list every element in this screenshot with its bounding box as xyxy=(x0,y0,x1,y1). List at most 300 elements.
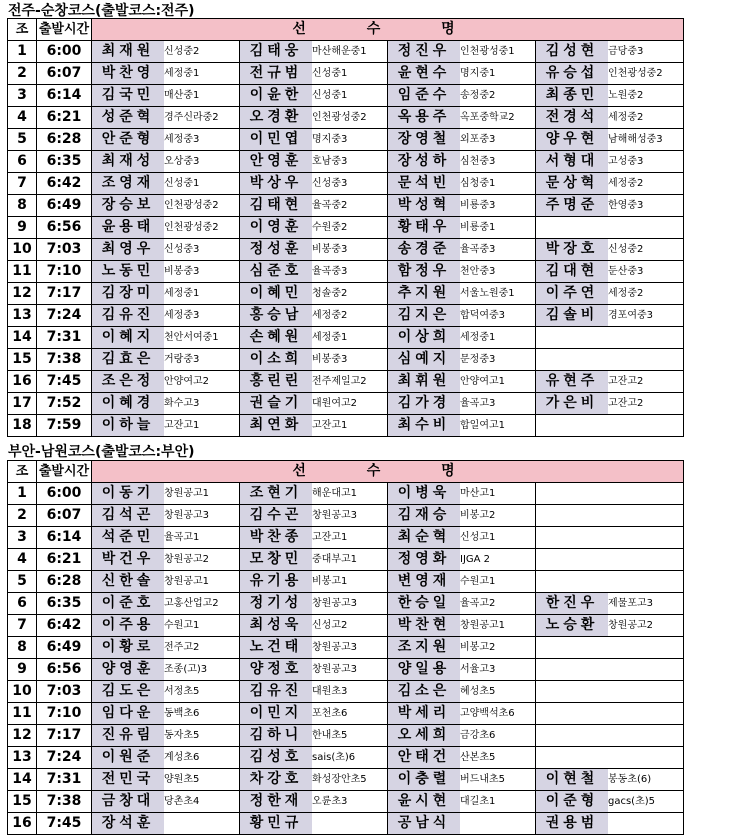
player-school: 고성중3 xyxy=(608,151,684,173)
header-names: 선 수 명 xyxy=(92,19,684,41)
table-row xyxy=(8,283,684,305)
player-name: 조현기 xyxy=(240,483,313,505)
player-school: 동자초5 xyxy=(164,725,240,747)
player-name: 양정호 xyxy=(240,659,313,681)
player-school: IJGA 2 xyxy=(460,549,536,571)
player-name: 정성훈 xyxy=(240,239,313,261)
player-name: 이혜경 xyxy=(92,393,165,415)
player-name: 조지원 xyxy=(388,637,461,659)
player-name: 최연화 xyxy=(240,415,313,437)
player-name: 최수비 xyxy=(388,415,461,437)
player-name: 이하늘 xyxy=(92,415,165,437)
group-number: 2 xyxy=(8,505,37,527)
player-name: 양일용 xyxy=(388,659,461,681)
group-number: 13 xyxy=(8,747,37,769)
player-school: 세정중1 xyxy=(164,283,240,305)
group-number: 10 xyxy=(8,239,37,261)
player-name: 한진우 xyxy=(536,593,609,615)
player-school: 고잔고1 xyxy=(312,415,388,437)
group-number: 4 xyxy=(8,549,37,571)
player-name: 김태웅 xyxy=(240,41,313,63)
player-name: 이영훈 xyxy=(240,217,313,239)
header-time: 출발시간 xyxy=(37,461,92,483)
player-school: 송정중2 xyxy=(460,85,536,107)
player-name: 손혜원 xyxy=(240,327,313,349)
player-name xyxy=(536,725,609,747)
player-name: 정한재 xyxy=(240,791,313,813)
player-school: 신성고2 xyxy=(312,615,388,637)
group-number: 1 xyxy=(8,41,37,63)
header-time: 출발시간 xyxy=(37,19,92,41)
player-name: 장성하 xyxy=(388,151,461,173)
player-school: 인천광성중2 xyxy=(608,63,684,85)
player-name: 이원준 xyxy=(92,747,165,769)
player-school xyxy=(608,349,684,371)
player-name xyxy=(536,327,609,349)
table-row xyxy=(8,85,684,107)
player-name: 최종민 xyxy=(536,85,609,107)
player-school: 서율고3 xyxy=(460,659,536,681)
player-school: 율곡중2 xyxy=(312,195,388,217)
table-row xyxy=(8,349,684,371)
table-row xyxy=(8,483,684,505)
player-school: 매산중1 xyxy=(164,85,240,107)
player-school: sais(초)6 xyxy=(312,747,388,769)
player-name: 이병욱 xyxy=(388,483,461,505)
start-time: 6:42 xyxy=(37,173,92,195)
player-name: 문상혁 xyxy=(536,173,609,195)
player-school: 서울노원중1 xyxy=(460,283,536,305)
player-name: 최재성 xyxy=(92,151,165,173)
player-name: 노동민 xyxy=(92,261,165,283)
player-name: 유현주 xyxy=(536,371,609,393)
player-name: 양영훈 xyxy=(92,659,165,681)
table-row xyxy=(8,195,684,217)
player-name: 황민규 xyxy=(240,813,313,835)
player-name: 박장호 xyxy=(536,239,609,261)
group-number: 12 xyxy=(8,283,37,305)
player-name: 김하니 xyxy=(240,725,313,747)
player-school: 대길초1 xyxy=(460,791,536,813)
table-row xyxy=(8,527,684,549)
player-school: 경주신라중2 xyxy=(164,107,240,129)
player-name: 변영재 xyxy=(388,571,461,593)
player-school: 심천중3 xyxy=(460,151,536,173)
player-school xyxy=(608,415,684,437)
player-school: 오륜초3 xyxy=(312,791,388,813)
player-name: 전규범 xyxy=(240,63,313,85)
player-school: 안양여고1 xyxy=(460,371,536,393)
player-name xyxy=(536,415,609,437)
player-name: 황태우 xyxy=(388,217,461,239)
player-school: 동백초6 xyxy=(164,703,240,725)
player-school xyxy=(608,813,684,835)
player-school: 외포중3 xyxy=(460,129,536,151)
table-row xyxy=(8,63,684,85)
group-number: 5 xyxy=(8,571,37,593)
player-school: 버드내초5 xyxy=(460,769,536,791)
group-number: 8 xyxy=(8,637,37,659)
section1-table xyxy=(7,18,684,437)
group-number: 9 xyxy=(8,659,37,681)
start-time: 7:24 xyxy=(37,305,92,327)
player-name: 김성호 xyxy=(240,747,313,769)
player-school: 고잔고2 xyxy=(608,393,684,415)
player-name: 오경환 xyxy=(240,107,313,129)
player-name: 김도은 xyxy=(92,681,165,703)
player-school: 심청중1 xyxy=(460,173,536,195)
player-name xyxy=(536,659,609,681)
player-school xyxy=(608,483,684,505)
start-time: 6:14 xyxy=(37,85,92,107)
table-row xyxy=(8,813,684,835)
player-name: 가은비 xyxy=(536,393,609,415)
player-school: 창원공고2 xyxy=(608,615,684,637)
player-name: 박성혁 xyxy=(388,195,461,217)
group-number: 8 xyxy=(8,195,37,217)
group-number: 2 xyxy=(8,63,37,85)
start-time: 7:38 xyxy=(37,791,92,813)
player-name: 유승섭 xyxy=(536,63,609,85)
player-name: 이동기 xyxy=(92,483,165,505)
player-school xyxy=(608,681,684,703)
player-name: 차강호 xyxy=(240,769,313,791)
table-row xyxy=(8,637,684,659)
player-school xyxy=(608,327,684,349)
player-school: 인천광성중2 xyxy=(164,217,240,239)
start-time: 6:21 xyxy=(37,107,92,129)
group-number: 15 xyxy=(8,791,37,813)
player-name: 임다운 xyxy=(92,703,165,725)
table-row xyxy=(8,415,684,437)
table-row xyxy=(8,239,684,261)
player-name: 이주용 xyxy=(92,615,165,637)
player-school: 창원공고2 xyxy=(164,549,240,571)
group-number: 3 xyxy=(8,85,37,107)
group-number: 1 xyxy=(8,483,37,505)
player-name: 박찬현 xyxy=(388,615,461,637)
player-school: 창원공고3 xyxy=(312,505,388,527)
player-name: 김재승 xyxy=(388,505,461,527)
player-school: 혜성초5 xyxy=(460,681,536,703)
player-name: 양우현 xyxy=(536,129,609,151)
player-school: 세정중2 xyxy=(608,107,684,129)
player-name: 김소은 xyxy=(388,681,461,703)
player-name: 이현철 xyxy=(536,769,609,791)
start-time: 6:00 xyxy=(37,41,92,63)
player-school: 포천초6 xyxy=(312,703,388,725)
player-school: 천안중3 xyxy=(460,261,536,283)
player-school: 합일여고1 xyxy=(460,415,536,437)
player-name: 심준호 xyxy=(240,261,313,283)
table-row xyxy=(8,327,684,349)
player-name: 유기용 xyxy=(240,571,313,593)
table-row xyxy=(8,615,684,637)
player-name: 공남식 xyxy=(388,813,461,835)
player-name: 김효은 xyxy=(92,349,165,371)
player-name: 윤용태 xyxy=(92,217,165,239)
group-number: 16 xyxy=(8,813,37,835)
player-school: 고잔고2 xyxy=(608,371,684,393)
player-school: 고홍산업고2 xyxy=(164,593,240,615)
table-row xyxy=(8,107,684,129)
player-school: 비봉중3 xyxy=(164,261,240,283)
start-time: 6:56 xyxy=(37,659,92,681)
player-school: 명지중3 xyxy=(312,129,388,151)
player-name: 김솔비 xyxy=(536,305,609,327)
player-name: 김가경 xyxy=(388,393,461,415)
player-name: 장석훈 xyxy=(92,813,165,835)
player-school: 창원공고1 xyxy=(164,571,240,593)
start-time: 6:35 xyxy=(37,593,92,615)
group-number: 11 xyxy=(8,261,37,283)
player-school: 호남중3 xyxy=(312,151,388,173)
player-school: 세정중2 xyxy=(608,283,684,305)
player-school: 신성중2 xyxy=(164,41,240,63)
player-school: 남해해성중3 xyxy=(608,129,684,151)
start-time: 6:14 xyxy=(37,527,92,549)
player-school xyxy=(608,505,684,527)
player-school: 대원초3 xyxy=(312,681,388,703)
player-school: 전주고2 xyxy=(164,637,240,659)
player-school: 옥포중학교2 xyxy=(460,107,536,129)
header-row xyxy=(8,19,684,41)
player-name: 김지은 xyxy=(388,305,461,327)
player-name: 윤현수 xyxy=(388,63,461,85)
group-number: 15 xyxy=(8,349,37,371)
table-row xyxy=(8,593,684,615)
player-name: 김유진 xyxy=(92,305,165,327)
start-time: 7:52 xyxy=(37,393,92,415)
player-school: 명지중1 xyxy=(460,63,536,85)
group-number: 5 xyxy=(8,129,37,151)
player-name: 전민국 xyxy=(92,769,165,791)
player-school: 창원공고1 xyxy=(164,483,240,505)
player-name: 문석빈 xyxy=(388,173,461,195)
start-time: 6:07 xyxy=(37,63,92,85)
player-name: 이혜지 xyxy=(92,327,165,349)
player-school: 창원공고3 xyxy=(312,637,388,659)
player-name: 이민지 xyxy=(240,703,313,725)
player-name: 심예지 xyxy=(388,349,461,371)
player-school: 안양여고2 xyxy=(164,371,240,393)
player-school: 청솔중2 xyxy=(312,283,388,305)
table-row xyxy=(8,41,684,63)
player-school: 인천광성중1 xyxy=(460,41,536,63)
player-school: 신성중3 xyxy=(312,173,388,195)
player-name: 김장미 xyxy=(92,283,165,305)
player-school: 신성중1 xyxy=(164,173,240,195)
player-name: 이혜민 xyxy=(240,283,313,305)
player-school: 신성중1 xyxy=(312,63,388,85)
player-name: 김태현 xyxy=(240,195,313,217)
player-school: 세정중1 xyxy=(312,327,388,349)
player-school: 조종(고)3 xyxy=(164,659,240,681)
player-school xyxy=(608,703,684,725)
player-school: 수원고1 xyxy=(460,571,536,593)
start-time: 7:38 xyxy=(37,349,92,371)
player-name: 이준형 xyxy=(536,791,609,813)
table-row xyxy=(8,725,684,747)
group-number: 14 xyxy=(8,769,37,791)
player-name xyxy=(536,681,609,703)
group-number: 6 xyxy=(8,593,37,615)
table-row xyxy=(8,129,684,151)
player-school: 고양백석초6 xyxy=(460,703,536,725)
player-school xyxy=(460,813,536,835)
player-name: 서형대 xyxy=(536,151,609,173)
player-school: 문정중3 xyxy=(460,349,536,371)
player-school: 창원공고3 xyxy=(312,593,388,615)
player-school: 제물포고3 xyxy=(608,593,684,615)
start-time: 7:59 xyxy=(37,415,92,437)
start-time: 6:49 xyxy=(37,637,92,659)
player-school: 수원고1 xyxy=(164,615,240,637)
player-name: 홍승남 xyxy=(240,305,313,327)
player-name: 윤시현 xyxy=(388,791,461,813)
player-school: 수원중2 xyxy=(312,217,388,239)
player-school: 고잔고1 xyxy=(164,415,240,437)
player-school: 둔산중3 xyxy=(608,261,684,283)
player-name: 김수곤 xyxy=(240,505,313,527)
player-school: gacs(초)5 xyxy=(608,791,684,813)
player-name: 박찬영 xyxy=(92,63,165,85)
start-time: 7:17 xyxy=(37,725,92,747)
start-time: 7:17 xyxy=(37,283,92,305)
start-time: 7:31 xyxy=(37,769,92,791)
player-school: 대원여고2 xyxy=(312,393,388,415)
table-row xyxy=(8,747,684,769)
player-name xyxy=(536,703,609,725)
player-school: 화수고3 xyxy=(164,393,240,415)
player-school xyxy=(164,813,240,835)
player-name: 박상우 xyxy=(240,173,313,195)
group-number: 7 xyxy=(8,615,37,637)
player-name: 권용범 xyxy=(536,813,609,835)
header-jo: 조 xyxy=(8,19,37,41)
player-school: 세정중2 xyxy=(312,305,388,327)
player-school: 신성중1 xyxy=(312,85,388,107)
table-row xyxy=(8,305,684,327)
start-time: 7:31 xyxy=(37,327,92,349)
table-row xyxy=(8,791,684,813)
player-name: 최재원 xyxy=(92,41,165,63)
player-school: 서정초5 xyxy=(164,681,240,703)
player-name xyxy=(536,217,609,239)
player-name: 최성욱 xyxy=(240,615,313,637)
table-row xyxy=(8,261,684,283)
player-name: 조영재 xyxy=(92,173,165,195)
player-name xyxy=(536,571,609,593)
player-name xyxy=(536,527,609,549)
player-name xyxy=(536,637,609,659)
player-school: 율곡중3 xyxy=(312,261,388,283)
player-school: 신성중2 xyxy=(608,239,684,261)
player-name: 김유진 xyxy=(240,681,313,703)
header-names: 선 수 명 xyxy=(92,461,684,483)
player-name: 장승보 xyxy=(92,195,165,217)
player-school: 비봉고2 xyxy=(460,637,536,659)
start-time: 7:03 xyxy=(37,681,92,703)
player-name: 김성현 xyxy=(536,41,609,63)
group-number: 11 xyxy=(8,703,37,725)
player-name: 김대현 xyxy=(536,261,609,283)
player-name: 정기성 xyxy=(240,593,313,615)
player-name xyxy=(536,549,609,571)
player-name: 정진우 xyxy=(388,41,461,63)
player-school: 세정중3 xyxy=(164,305,240,327)
player-name: 최휘원 xyxy=(388,371,461,393)
player-school: 세정중2 xyxy=(608,173,684,195)
player-school: 거랑중3 xyxy=(164,349,240,371)
player-school xyxy=(608,217,684,239)
table-row xyxy=(8,217,684,239)
start-time: 6:21 xyxy=(37,549,92,571)
start-time: 6:07 xyxy=(37,505,92,527)
section2-table xyxy=(7,460,684,835)
player-school: 신성고1 xyxy=(460,527,536,549)
player-school: 비봉중3 xyxy=(312,239,388,261)
player-name: 진유림 xyxy=(92,725,165,747)
player-name: 안영훈 xyxy=(240,151,313,173)
table-row xyxy=(8,151,684,173)
player-name: 이황로 xyxy=(92,637,165,659)
table-row xyxy=(8,703,684,725)
player-name xyxy=(536,349,609,371)
player-school: 해운대고1 xyxy=(312,483,388,505)
header-row xyxy=(8,461,684,483)
player-name: 홍린린 xyxy=(240,371,313,393)
player-school: 노원중2 xyxy=(608,85,684,107)
player-school: 천안서여중1 xyxy=(164,327,240,349)
player-name: 주명준 xyxy=(536,195,609,217)
player-name: 이주연 xyxy=(536,283,609,305)
player-school: 경포여중3 xyxy=(608,305,684,327)
player-name: 신한솔 xyxy=(92,571,165,593)
start-time: 7:03 xyxy=(37,239,92,261)
player-school: 비봉중3 xyxy=(312,349,388,371)
player-name: 성준혁 xyxy=(92,107,165,129)
player-school xyxy=(608,725,684,747)
player-name: 옥용주 xyxy=(388,107,461,129)
group-number: 9 xyxy=(8,217,37,239)
player-name: 박찬종 xyxy=(240,527,313,549)
player-school: 양원초5 xyxy=(164,769,240,791)
player-school: 율곡고2 xyxy=(460,593,536,615)
player-name xyxy=(536,483,609,505)
start-time: 6:42 xyxy=(37,615,92,637)
group-number: 16 xyxy=(8,371,37,393)
player-name: 오세희 xyxy=(388,725,461,747)
group-number: 13 xyxy=(8,305,37,327)
player-school: 계성초6 xyxy=(164,747,240,769)
player-name: 함정우 xyxy=(388,261,461,283)
group-number: 17 xyxy=(8,393,37,415)
player-name: 노건태 xyxy=(240,637,313,659)
player-name: 송경준 xyxy=(388,239,461,261)
start-time: 7:45 xyxy=(37,813,92,835)
start-time: 6:56 xyxy=(37,217,92,239)
player-school: 산본초5 xyxy=(460,747,536,769)
player-school xyxy=(608,659,684,681)
player-name: 정영화 xyxy=(388,549,461,571)
player-school: 중대부고1 xyxy=(312,549,388,571)
player-name: 이충렬 xyxy=(388,769,461,791)
start-time: 7:10 xyxy=(37,261,92,283)
player-school: 당촌초4 xyxy=(164,791,240,813)
player-school: 세정중3 xyxy=(164,129,240,151)
player-name: 임준수 xyxy=(388,85,461,107)
